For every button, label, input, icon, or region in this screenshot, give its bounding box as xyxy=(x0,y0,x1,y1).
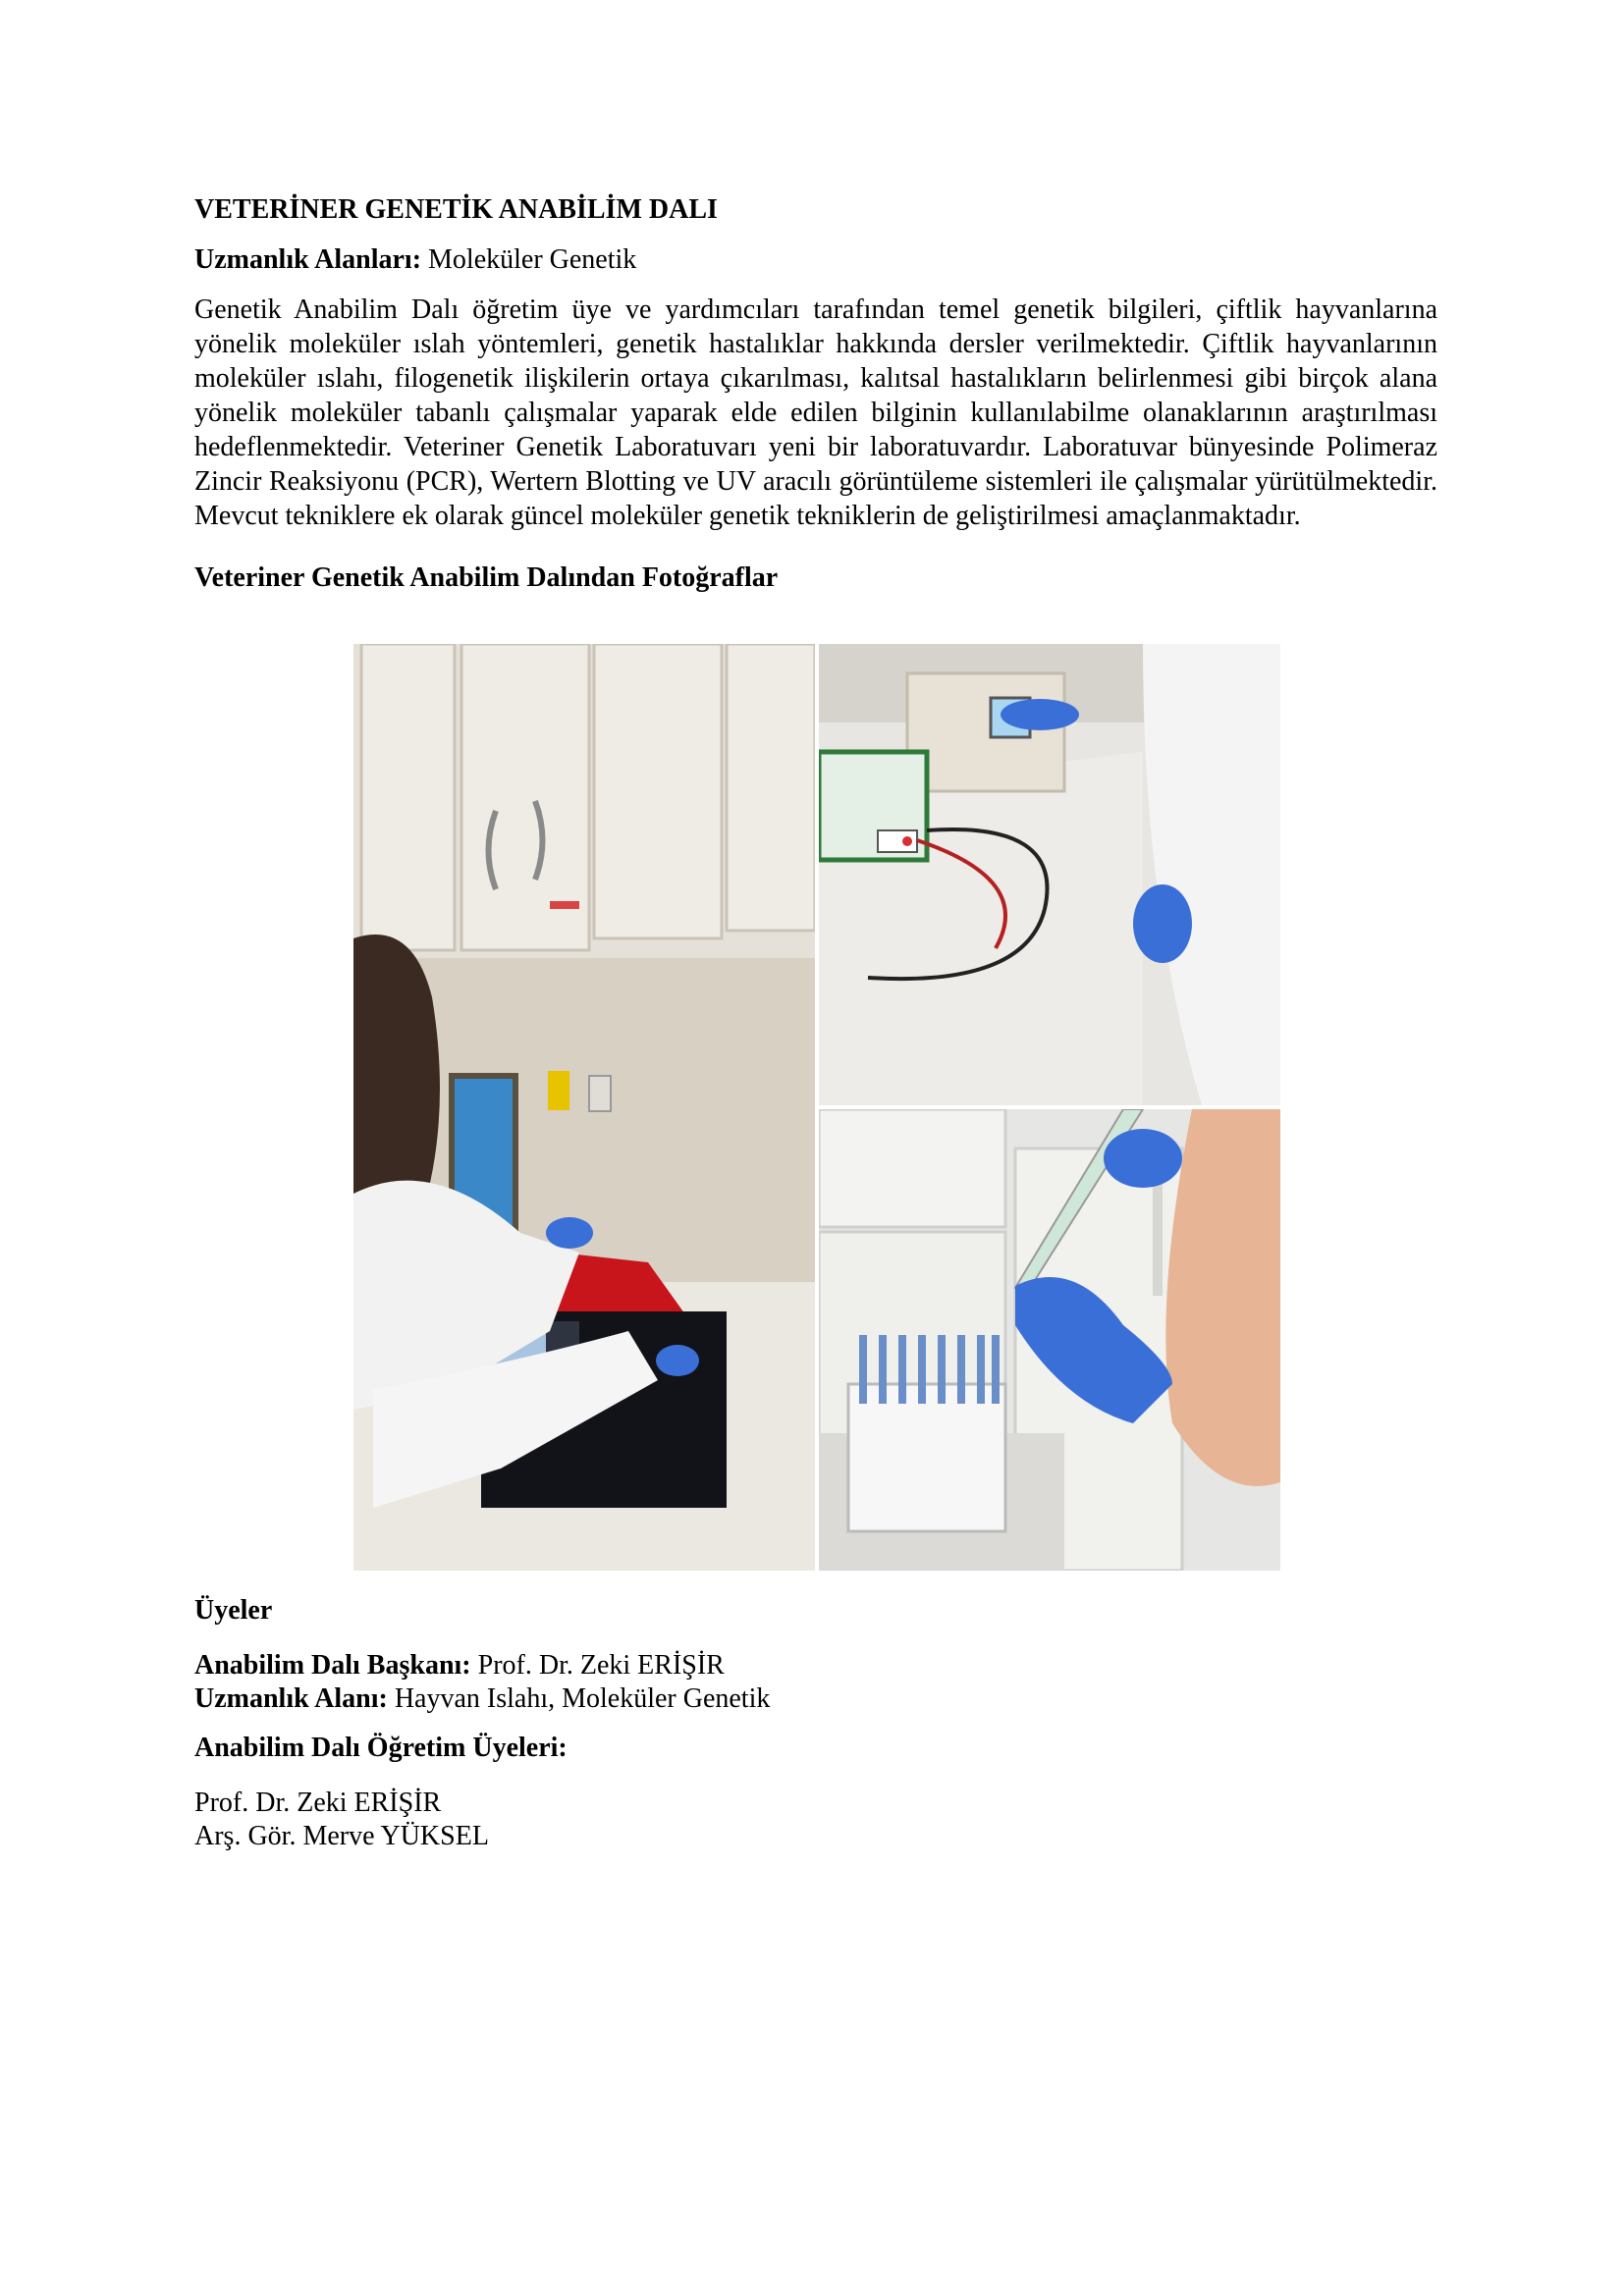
photo-pipetting xyxy=(819,1109,1280,1571)
photos-heading: Veteriner Genetik Anabilim Dalından Fotoğraflar xyxy=(194,562,779,593)
area-line xyxy=(194,1682,1437,1716)
photo-centrifuge xyxy=(353,644,815,1571)
faculty-heading: Anabilim Dalı Öğretim Üyeleri: xyxy=(194,1733,568,1763)
members-heading: Üyeler xyxy=(194,1595,273,1626)
faculty-member: Arş. Gör. Merve YÜKSEL xyxy=(194,1821,489,1851)
area-label: Uzmanlık Alanı: xyxy=(194,1683,388,1714)
photo-pcr-device xyxy=(819,644,1280,1105)
description-paragraph: Genetik Anabilim Dalı öğretim üye ve yardımcıları tarafından temel genetik bilgileri, çiftlik hayvanlarına yönelik moleküler ıslah yöntemleri, genetik hastalıklar hakkında dersler verilmektedir. Çiftlik hayvanlarının moleküler ıslahı, filogenetik ilişkilerin ortaya çıkarılması, kalıtsal hastalıkların belirlenmesi gibi birçok alana yönelik moleküler tabanlı çalışmalar yaparak elde edilen bilginin kullanılabilme olanaklarının araştırılması hedeflenmektedir. Veteriner Genetik Laboratuvarı yeni bir laboratuvardır. Laboratuvar bünyesinde Polimeraz Zincir Reaksiyonu (PCR), Wertern Blotting ve UV aracılı görüntüleme sistemleri ile çalışmalar yürütülmektedir. Mevcut tekniklere ek olarak güncel moleküler genetik tekniklerin de geliştirilmesi amaçlanmaktadır. xyxy=(194,294,1437,531)
department-section xyxy=(194,192,1437,623)
members-section xyxy=(194,1594,1437,1853)
specialty-line xyxy=(194,243,1437,277)
faculty-member: Prof. Dr. Zeki ERİŞİR xyxy=(194,1788,442,1818)
department-head-value: Prof. Dr. Zeki ERİŞİR xyxy=(477,1650,725,1681)
department-title: VETERİNER GENETİK ANABİLİM DALI xyxy=(194,194,718,225)
area-value: Hayvan Islahı, Moleküler Genetik xyxy=(394,1683,771,1714)
photo-collage xyxy=(353,644,1280,1571)
specialty-label: Uzmanlık Alanları: xyxy=(194,244,422,275)
department-head-label: Anabilim Dalı Başkanı: xyxy=(194,1650,471,1681)
faculty-list xyxy=(194,1787,1437,1853)
specialty-value: Moleküler Genetik xyxy=(428,244,637,275)
department-head-line xyxy=(194,1649,1437,1682)
